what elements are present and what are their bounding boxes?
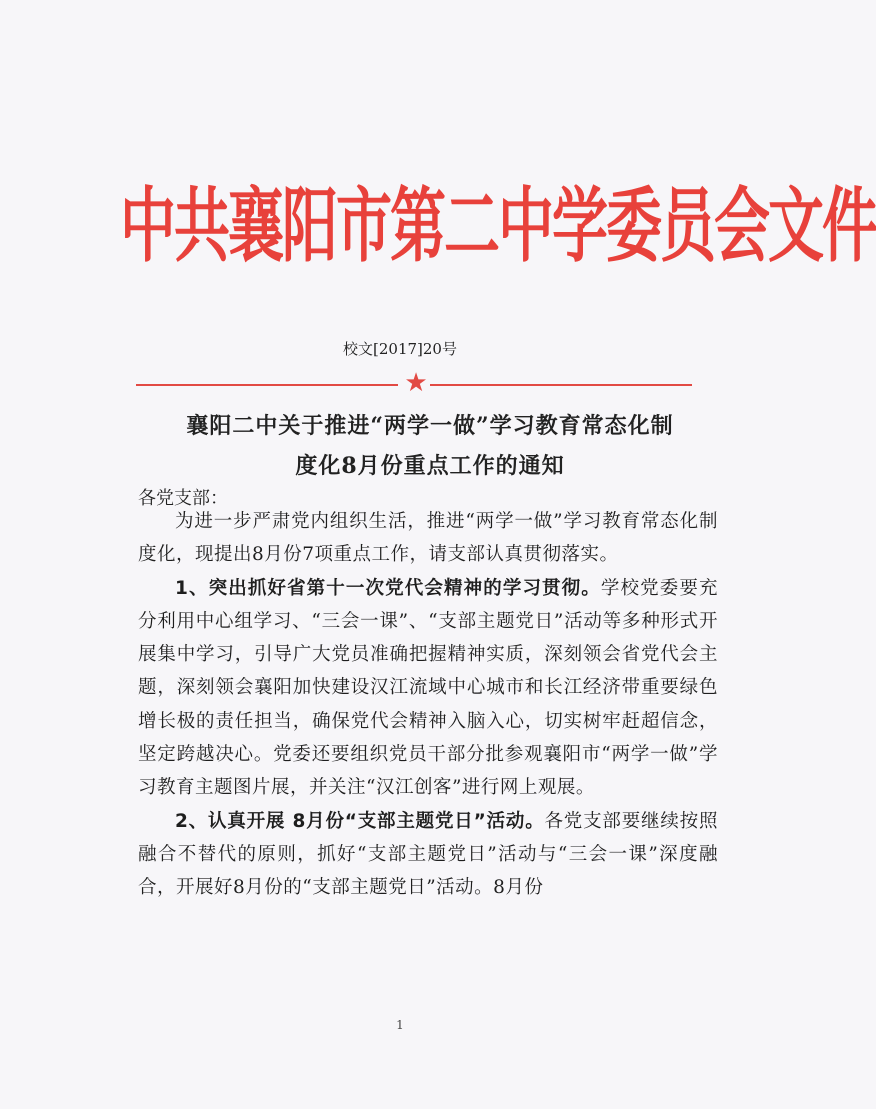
red-divider-right <box>430 384 692 386</box>
item-2-heading: 2、认真开展 8月份“支部主题党日”活动。 <box>175 810 545 832</box>
masthead-title: 中共襄阳市第二中学委员会文件 <box>120 180 876 275</box>
notice-title <box>130 406 730 486</box>
item-1-paragraph <box>138 572 718 805</box>
red-divider-left <box>136 384 398 386</box>
item-1-text: 学校党委要充分利用中心组学习、“三会一课”、“支部主题党日”活动等多种形式开展集中学习，引导广大党员准确把握精神实质，深刻领会省党代会主题，深刻领会襄阳加快建设汉江流域中心城市和长江经济带重要绿色增长极的责任担当，确保党代会精神入脑入心，切实树牢赶超信念，坚定跨越决心。党委还要组织党员干部分批参观襄阳市“两学一做”学习教育主题图片展，并关注“汉江创客”进行网上观展。 <box>138 577 718 799</box>
document-number: 校文[2017]20号 <box>343 340 457 358</box>
body-text <box>138 505 718 905</box>
salutation: 各党支部： <box>138 488 228 509</box>
page-number: 1 <box>396 1018 404 1032</box>
item-2-text: 各党支部要继续按照融合不替代的原则，抓好“支部主题党日”活动与“三会一课”深度融合，开展好8月份的“支部主题党日”活动。8月份 <box>138 810 718 899</box>
notice-title-line1: 襄阳二中关于推进“两学一做”学习教育常态化制 <box>186 413 674 439</box>
notice-title-line2: 度化8月份重点工作的通知 <box>295 453 565 479</box>
item-2-paragraph <box>138 805 718 905</box>
item-1-heading: 1、突出抓好省第十一次党代会精神的学习贯彻。 <box>175 577 601 599</box>
star-icon: ★ <box>404 368 428 398</box>
intro-paragraph: 为进一步严肃党内组织生活，推进“两学一做”学习教育常态化制度化，现提出8月份7项重点工作，请支部认真贯彻落实。 <box>138 511 718 566</box>
